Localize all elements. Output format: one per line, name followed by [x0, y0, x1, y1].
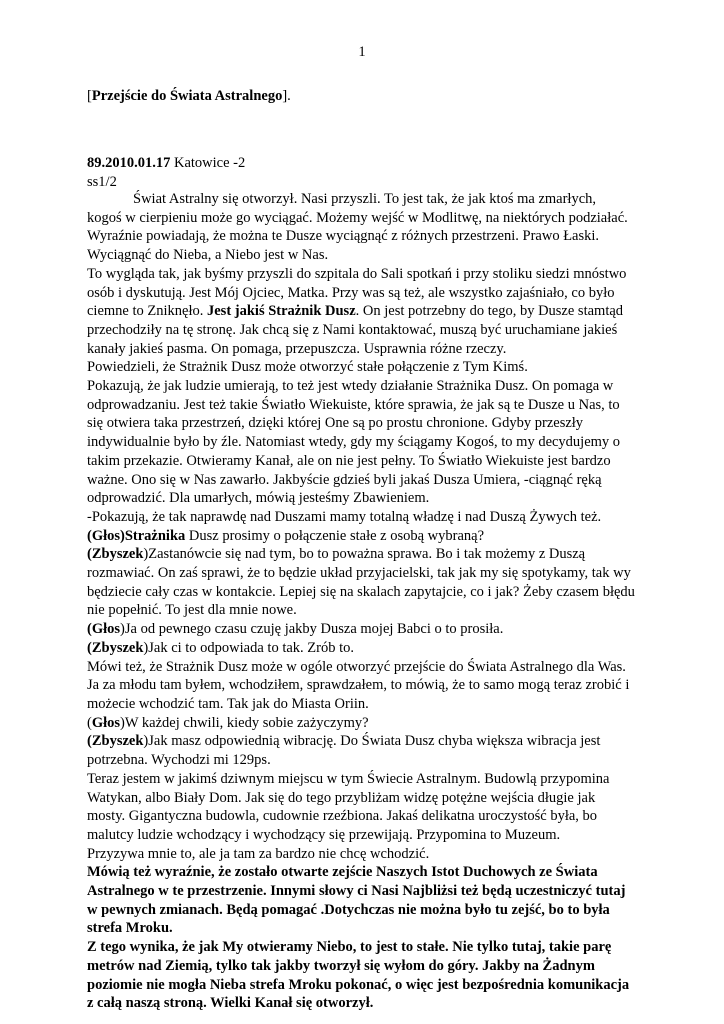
title-open-bracket: [ [87, 88, 92, 104]
text-line [87, 545, 647, 564]
text-line [87, 396, 647, 415]
text-segment: ciemne to Zniknęło. [87, 303, 207, 320]
text-line [87, 302, 647, 321]
text-line [87, 340, 647, 359]
text-segment: się otwiera taka przestrzeń, dzięki której One są po prostu chronione. Gdyby przeszły [87, 415, 584, 432]
text-segment: Wyciągnąć do Nieba, a Niebo jest w Nas. [87, 247, 329, 264]
text-segment: takim przekazie. Otwieramy Kanał, ale on nie jest pełny. To Światło Wiekuiste jest bardzo [87, 452, 611, 469]
text-segment: Świat Astralny się otworzył. Nasi przyszli. To jest tak, że jak ktoś ma zmarłych, [133, 191, 597, 207]
text-segment: )Jak masz odpowiednią wibrację. Do Świata Dusz chyba większa wibracja jest [143, 733, 601, 750]
text-segment: )Ja od pewnego czasu czuję jakby Dusza mojej Babci o to prosiła. [120, 621, 504, 638]
text-segment: odprowadzić. Dla umarłych, mówią jesteśmy Zbawieniem. [87, 490, 430, 507]
text-line [87, 919, 647, 938]
session-header [87, 154, 245, 191]
text-line [87, 901, 647, 920]
text-line [87, 938, 647, 957]
bold-text: (Zbyszek [87, 546, 144, 563]
text-segment: indywidualnie było by źle. Natomiast wtedy, gdy my ściągamy Kogoś, to my decydujemy o [87, 434, 621, 451]
text-segment: malutcy ludzie wchodzący i wychodzący się przewijają. Przypomina to Muzeum. [87, 826, 561, 843]
text-segment: osób i dyskutują. Jest Mój Ojciec, Matka. Przy was są też, ale wszystko zajaśniało, co było [87, 284, 615, 301]
text-line [87, 807, 647, 826]
bold-text: poziomie nie mogła Nieba strefa Mroku pokonać, o więc jest bezpośrednia komunikacja [87, 976, 630, 993]
text-line [87, 639, 647, 658]
text-line [87, 658, 647, 677]
text-segment: przechodziły na tę stronę. Jak chcą się z Nami kontaktować, muszą być uruchamiane jakieś [87, 321, 618, 338]
text-line [87, 751, 647, 770]
session-location: Katowice -2 [170, 155, 246, 171]
document-title [87, 88, 291, 105]
text-segment: odprowadzaniu. Jest też takie Światło Wiekuiste, które sprawia, że jak są te Dusze u Nas, to [87, 396, 620, 413]
text-line [87, 601, 647, 620]
text-line [87, 583, 647, 602]
text-line [87, 452, 647, 471]
text-line [87, 789, 647, 808]
bold-text: z całą naszą stroną. Wielki Kanał się otworzył. [87, 995, 374, 1012]
text-line [87, 527, 647, 546]
bold-text: (Głos [87, 621, 121, 638]
title-close: ]. [282, 88, 291, 104]
text-segment: ważne. Ono się w Nas zawarło. Jakbyście gdzieś byli jakaś Dusza Umiera, -ciągnąć ręką [87, 471, 602, 488]
text-line [87, 732, 647, 751]
title-text: Przejście do Świata Astralnego [91, 88, 283, 104]
text-line [87, 227, 647, 246]
text-line [87, 620, 647, 639]
text-line [87, 695, 647, 714]
text-segment: potrzebna. Wychodzi mi 129ps. [87, 752, 271, 769]
text-line [87, 358, 647, 377]
text-line [87, 246, 647, 265]
text-segment: Teraz jestem w jakimś dziwnym miejscu w tym Świecie Astralnym. Budowlą przypomina [87, 770, 610, 787]
text-line [87, 265, 647, 284]
session-code: ss1/2 [87, 173, 117, 190]
page-number: 1 [358, 44, 366, 60]
text-segment: To wygląda tak, jak byśmy przyszli do szpitala do Sali spotkań i przy stoliku siedzi mnóstwo [87, 265, 627, 282]
text-line [87, 863, 647, 882]
text-segment: kanały jakieś pasma. On pomaga, przepuszcza. Usprawnia różne rzeczy. [87, 340, 507, 357]
text-line [87, 882, 647, 901]
text-line [87, 321, 647, 340]
bold-text: Głos [91, 714, 121, 731]
text-line [87, 433, 647, 452]
text-segment: Wyraźnie powiadają, że można te Dusze wyciągnąć z różnych przestrzeni. Prawo Łaski. [87, 228, 600, 245]
text-line [87, 209, 647, 228]
text-segment: nie popełnić. To jest dla mnie nowe. [87, 602, 297, 619]
text-segment: będziecie cały czas w kontakcie. Lepiej się na skalach zapytajcie, co i jak? Żeby czasem błędu [87, 583, 635, 600]
text-segment: Pokazują, że jak ludzie umierają, to też jest wtedy działanie Strażnika Dusz. On pomaga w [87, 378, 614, 395]
bold-text: Astralnego w te przestrzenie. Innymi słowy ci Nasi Najbliżsi też będą uczestniczyć tutaj [87, 883, 626, 900]
bold-text: Jest jakiś Strażnik Dusz [207, 303, 356, 320]
text-line [87, 976, 647, 995]
text-segment: możecie wchodzić tam. Tak jak do Miasta Oriin. [87, 695, 369, 712]
bold-text: Mówią też wyraźnie, że zostało otwarte zejście Naszych Istot Duchowych ze Świata [87, 864, 598, 881]
bold-text: strefa Mroku. [87, 920, 173, 937]
text-segment: ( [87, 714, 92, 731]
text-segment: Mówi też, że Strażnik Dusz może w ogóle otworzyć przejście do Świata Astralnego dla Was. [87, 658, 626, 675]
text-segment: )W każdej chwili, kiedy sobie zażyczymy? [120, 714, 369, 731]
text-line [87, 957, 647, 976]
text-line [87, 471, 647, 490]
date-location-line [87, 154, 245, 173]
text-segment: rozmawiać. On zaś sprawi, że to będzie układ przyjacielski, tak jak my się spotykamy, tak wy [87, 565, 631, 582]
text-segment: mosty. Gigantyczna budowla, cudownie rzeźbiona. Jakaś delikatna uroczystość była, bo [87, 808, 598, 825]
text-segment: )Jak ci to odpowiada to tak. Zrób to. [143, 639, 355, 656]
bold-text: (Głos)Strażnika [87, 527, 186, 544]
text-segment: Przyzywa mnie to, ale ja tam za bardzo nie chcę wchodzić. [87, 845, 430, 862]
text-line [87, 994, 647, 1013]
text-segment: Dusz prosimy o połączenie stałe z osobą wybraną? [185, 527, 485, 544]
text-segment: kogoś w cierpieniu może go wyciągać. Możemy wejść w Modlitwę, na niektórych podziałać. [87, 209, 628, 226]
text-segment: Powiedzieli, że Strażnik Dusz może otworzyć stałe połączenie z Tym Kimś. [87, 359, 528, 376]
bold-text: Z tego wynika, że jak My otwieramy Niebo, to jest to stałe. Nie tylko tutaj, takie parę [87, 939, 612, 956]
bold-text: w pewnych zmianach. Będą pomagać .Dotychczas nie można było tu zejść, bo to była [87, 901, 610, 918]
text-line [87, 190, 647, 209]
text-line [87, 508, 647, 527]
text-line [87, 714, 647, 733]
bold-text: metrów nad Ziemią, tylko tak jakby tworzył się wyłom do góry. Jakby na Żadnym [87, 957, 595, 974]
text-line [87, 826, 647, 845]
text-line [87, 489, 647, 508]
text-segment: )Zastanówcie się nad tym, bo to poważna sprawa. Bo i tak możemy z Duszą [143, 546, 586, 563]
text-line [87, 284, 647, 303]
text-line [87, 414, 647, 433]
text-line [87, 377, 647, 396]
text-segment: Watykan, albo Biały Dom. Jak się do tego przybliżam widzę potężne wejścia długie jak [87, 789, 596, 806]
document-body [87, 190, 647, 1013]
bold-text: (Zbyszek [87, 733, 144, 750]
bold-text: (Zbyszek [87, 639, 144, 656]
text-segment: -Pokazują, że tak naprawdę nad Duszami mamy totalną władzę i nad Duszą Żywych też. [87, 508, 602, 525]
session-date: 89.2010.01.17 [87, 155, 171, 171]
text-line [87, 676, 647, 695]
text-segment: . On jest potrzebny do tego, by Dusze stamtąd [355, 303, 624, 320]
text-line [87, 770, 647, 789]
text-line [87, 564, 647, 583]
text-segment: Ja za młodu tam byłem, wchodziłem, sprawdzałem, to mówią, że to samo mogą teraz zrobić i [87, 677, 630, 694]
text-line [87, 845, 647, 864]
